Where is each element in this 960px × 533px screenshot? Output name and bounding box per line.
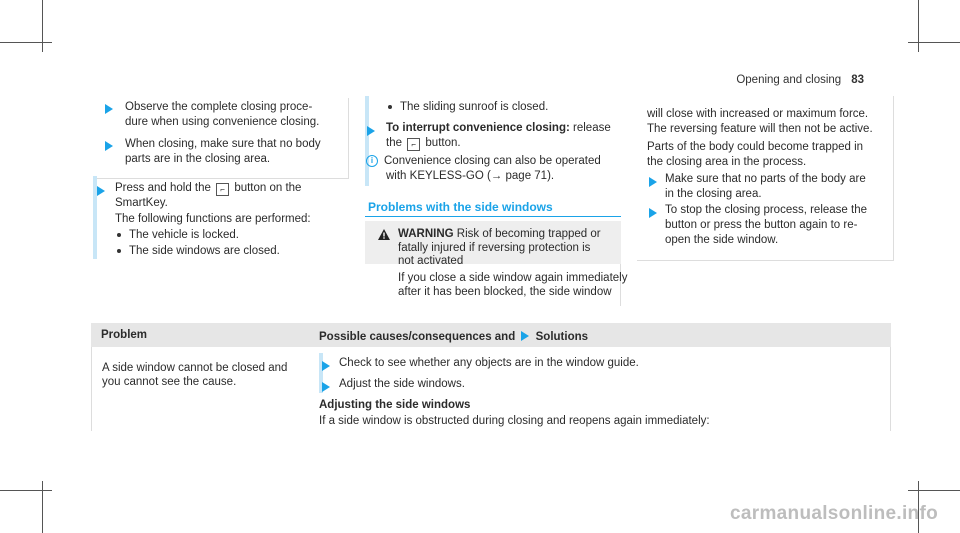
key-button-icon: ⌐ (216, 183, 229, 196)
step-text (386, 136, 461, 151)
step (322, 382, 330, 395)
crop-mark (42, 0, 43, 52)
subsection-text: If a side window is obstructed during closing and reopens again immediately: (319, 415, 710, 427)
step-text: SmartKey. (115, 197, 168, 209)
list-item-text: The side windows are closed. (129, 245, 280, 257)
step-arrow-icon (322, 382, 330, 392)
crop-mark (0, 490, 52, 491)
paragraph-line: will close with increased or maximum force. (647, 108, 869, 120)
warning-body-text: after it has been blocked, the side window (398, 286, 612, 298)
table-cell-problem: A side window cannot be closed and (102, 362, 288, 374)
warning-text: fatally injured if reversing protection is (398, 242, 591, 254)
list-item-text: The sliding sunroof is closed. (400, 101, 549, 113)
step-text-part: button on the (234, 182, 302, 194)
warning-label: WARNING (398, 228, 454, 240)
paragraph-line: Parts of the body could become trapped in (647, 141, 864, 153)
list-item (117, 244, 280, 259)
step-text: parts are in the closing area. (125, 153, 271, 165)
warning-text (398, 227, 601, 242)
step-arrow-icon (105, 141, 113, 151)
step-arrow-icon (521, 331, 529, 341)
warning-box (365, 221, 628, 306)
watermark: carmanualsonline.info (730, 503, 938, 524)
result-text: The following functions are performed: (115, 213, 311, 225)
subsection-title: Adjusting the side windows (319, 399, 471, 411)
warning-text: not activated (398, 255, 464, 267)
step (322, 361, 330, 374)
step-text: dure when using convenience closing. (125, 116, 320, 128)
list-item (388, 100, 548, 115)
paragraph-line: The reversing feature will then not be active. (647, 123, 873, 135)
step-arrow-icon (105, 104, 113, 114)
warning-body-text: If you close a side window again immediately (398, 272, 628, 284)
info-icon: i (366, 155, 378, 167)
page-number: 83 (851, 74, 864, 86)
crop-mark (908, 42, 960, 43)
step-text: open the side window. (665, 234, 779, 246)
bullet-icon (117, 249, 121, 253)
column-header-problem: Problem (101, 329, 148, 341)
step-text: To stop the closing process, release the (665, 204, 868, 216)
bullet-icon (388, 105, 392, 109)
step-text (386, 121, 611, 136)
step-arrow-icon (367, 126, 375, 136)
step-text: When closing, make sure that no body (125, 138, 321, 150)
step-arrow-icon (649, 208, 657, 218)
step-text (115, 181, 301, 196)
key-button-icon: ⌐ (407, 138, 420, 151)
step (97, 186, 105, 199)
table-cell-problem: you cannot see the cause. (102, 376, 237, 388)
crop-mark (908, 490, 960, 491)
step-text-part: release (573, 122, 611, 134)
crop-mark (918, 0, 919, 52)
step-text: in the closing area. (665, 188, 762, 200)
column-header-causes (319, 331, 588, 343)
step-text-part: Press and hold the (115, 182, 211, 194)
table-border (91, 347, 92, 431)
step (105, 104, 113, 117)
column-header-text: Solutions (535, 331, 589, 343)
step-text: Make sure that no parts of the body are (665, 173, 866, 185)
step-text-part: button. (425, 137, 461, 149)
section-title: Opening and closing (736, 74, 842, 86)
table-border (890, 347, 891, 431)
step-bar (365, 96, 369, 186)
note-text: with KEYLESS-GO (→ page 71). (386, 170, 555, 182)
crop-mark (42, 481, 43, 533)
note (366, 154, 601, 169)
warning-triangle-icon (378, 229, 390, 240)
step-text: Observe the complete closing proce- (125, 101, 313, 113)
paragraph-line: the closing area in the process. (647, 156, 807, 168)
list-item-text: The vehicle is locked. (129, 229, 239, 241)
step (649, 208, 657, 221)
warning-text-part: Risk of becoming trapped or (456, 228, 601, 240)
note-text: Convenience closing can also be operated (384, 155, 601, 167)
crop-mark (0, 42, 52, 43)
section-rule (365, 216, 621, 217)
step-arrow-icon (649, 177, 657, 187)
page-header (736, 74, 864, 86)
section-heading: Problems with the side windows (368, 200, 553, 214)
step-text-part: the (386, 137, 402, 149)
column-header-text: Possible causes/consequences and (319, 331, 516, 343)
step-text: Check to see whether any objects are in the window guide. (339, 357, 639, 369)
step-arrow-icon (97, 186, 105, 196)
step (105, 141, 113, 154)
step-arrow-icon (322, 361, 330, 371)
bullet-icon (117, 233, 121, 237)
list-item (117, 228, 239, 243)
step-text: Adjust the side windows. (339, 378, 465, 390)
step (649, 177, 657, 190)
step-text-bold: To interrupt convenience closing: (386, 122, 570, 134)
step-text: button or press the button again to re- (665, 219, 858, 231)
step (367, 126, 375, 139)
